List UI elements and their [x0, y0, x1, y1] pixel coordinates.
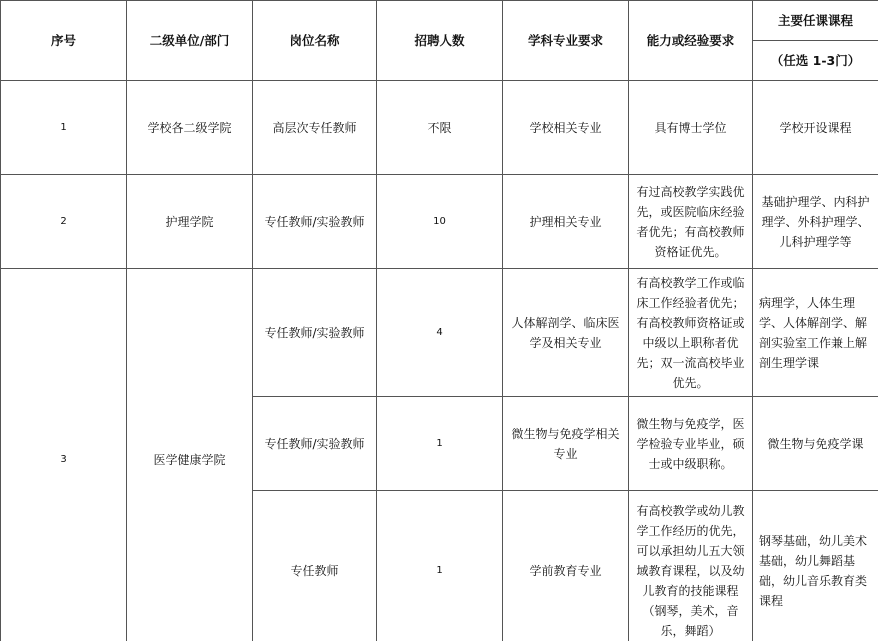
header-major: 学科专业要求 — [503, 1, 629, 81]
header-row — [1, 1, 878, 41]
row-courses: 微生物与免疫学课 — [753, 397, 878, 491]
row-courses: 病理学，人体生理学、人体解剖学、解剖实验室工作兼上解剖生理学课 — [753, 269, 878, 397]
row-unit: 护理学院 — [127, 175, 253, 269]
row-position: 专任教师 — [253, 491, 377, 641]
row-ability: 具有博士学位 — [629, 81, 753, 175]
row-count: 不限 — [377, 81, 503, 175]
row-count: 1 — [377, 491, 503, 641]
row-position: 专任教师/实验教师 — [253, 269, 377, 397]
row-position: 专任教师/实验教师 — [253, 397, 377, 491]
header-courses-note: （任选 1-3门） — [753, 41, 878, 81]
row-major: 护理相关专业 — [503, 175, 629, 269]
row-seq: 2 — [1, 175, 127, 269]
row-major: 学校相关专业 — [503, 81, 629, 175]
row-unit: 学校各二级学院 — [127, 81, 253, 175]
header-unit: 二级单位/部门 — [127, 1, 253, 81]
header-courses: 主要任课课程 — [753, 1, 878, 41]
row-ability: 有高校教学工作或临床工作经验者优先；有高校教师资格证或中级以上职称者优先；双一流高校毕业优先。 — [629, 269, 753, 397]
row-unit: 医学健康学院 — [127, 269, 253, 641]
header-seq: 序号 — [1, 1, 127, 81]
row-position: 专任教师/实验教师 — [253, 175, 377, 269]
row-ability: 有过高校教学实践优先，或医院临床经验者优先；有高校教师资格证优先。 — [629, 175, 753, 269]
table-row — [1, 175, 878, 269]
row-count: 4 — [377, 269, 503, 397]
header-ability: 能力或经验要求 — [629, 1, 753, 81]
header-count: 招聘人数 — [377, 1, 503, 81]
row-seq: 1 — [1, 81, 127, 175]
row-count: 10 — [377, 175, 503, 269]
row-count: 1 — [377, 397, 503, 491]
table-row — [1, 269, 878, 397]
row-major: 学前教育专业 — [503, 491, 629, 641]
row-ability: 微生物与免疫学，医学检验专业毕业，硕士或中级职称。 — [629, 397, 753, 491]
row-courses: 学校开设课程 — [753, 81, 878, 175]
row-major: 人体解剖学、临床医学及相关专业 — [503, 269, 629, 397]
header-position: 岗位名称 — [253, 1, 377, 81]
row-major: 微生物与免疫学相关专业 — [503, 397, 629, 491]
row-courses: 钢琴基础，幼儿美术基础，幼儿舞蹈基础，幼儿音乐教育类课程 — [753, 491, 878, 641]
row-seq: 3 — [1, 269, 127, 641]
table-row — [1, 81, 878, 175]
row-position: 高层次专任教师 — [253, 81, 377, 175]
row-courses: 基础护理学、内科护理学、外科护理学、儿科护理学等 — [753, 175, 878, 269]
row-ability: 有高校教学或幼儿教学工作经历的优先，可以承担幼儿五大领域教育课程，以及幼儿教育的技能课程（钢琴，美术，音乐，舞蹈） — [629, 491, 753, 641]
